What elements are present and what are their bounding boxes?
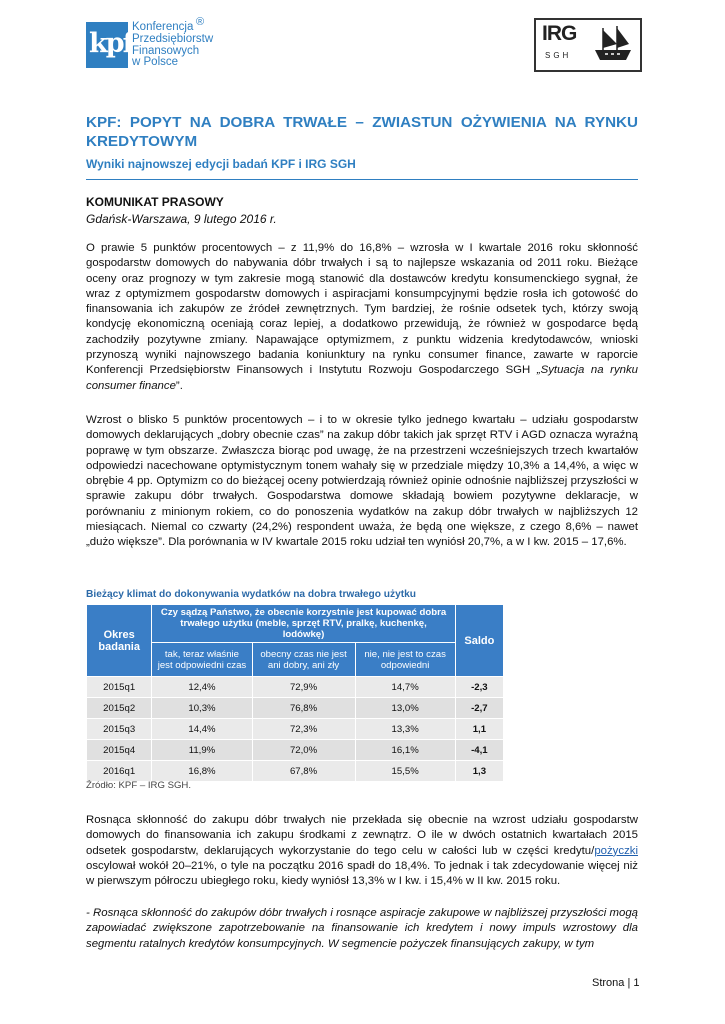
- yes-cell: 16,8%: [152, 761, 252, 782]
- registered-mark: ®: [196, 16, 205, 28]
- ship-icon: [591, 24, 635, 64]
- saldo-cell: 1,1: [455, 719, 503, 740]
- paragraph-text: Rosnąca skłonność do zakupu dóbr trwałych nie przekłada się obecnie na wzrost udziału gospodarstw domowych do finansowania ich zakupu środkami z zewnątrz. O ile w dwóch ostatnich kwartałach 2015 odsetek gospodarstw, deklarujących wykorzystanie do tego celu w całości lub w części kredytu/: [86, 814, 638, 857]
- table-row: [87, 719, 504, 740]
- loan-link[interactable]: pożyczki: [594, 844, 638, 857]
- saldo-cell: -2,7: [455, 698, 503, 719]
- neutral-cell: 72,9%: [252, 677, 355, 698]
- paragraph-financing: [86, 813, 638, 889]
- kpf-logo-line: Finansowych: [132, 44, 200, 57]
- kpf-logo-text: [132, 22, 213, 69]
- kpf-logo-line: w Polsce: [132, 56, 179, 69]
- kpf-logo-mark: [86, 22, 133, 68]
- sub-header-yes: tak, teraz właśnie jest odpowiedni czas: [152, 643, 252, 677]
- figure-title: Bieżący klimat do dokonywania wydatków na dobra trwałego użytku: [86, 589, 417, 600]
- figure-source: Źródło: KPF – IRG SGH.: [86, 780, 192, 791]
- no-cell: 16,1%: [355, 740, 455, 761]
- kpf-logo: [86, 16, 216, 74]
- paragraph-text: ”.: [175, 379, 183, 392]
- yes-cell: 10,3%: [152, 698, 252, 719]
- kpf-logo-mark-text: kpf: [89, 28, 133, 59]
- irg-sgh-logo: [534, 18, 642, 72]
- paragraph-text: oscylował wokół 20–21%, o tyle na początku 2016 spadł do 18,4%. To jednak i tak zdecydowanie więcej niż w pierwszym półroczu ubiegłego roku, kiedy wyniósł 13,3% w I kw. i 15,4% w II kw. 2015 roku.: [86, 859, 638, 888]
- page-title: KPF: POPYT NA DOBRA TRWAŁE – ZWIASTUN OŻYWIENIA NA RYNKU KREDYTOWYM: [86, 114, 638, 150]
- yes-cell: 14,4%: [152, 719, 252, 740]
- survey-table: [86, 604, 504, 782]
- neutral-cell: 72,3%: [252, 719, 355, 740]
- no-cell: 14,7%: [355, 677, 455, 698]
- period-cell: 2015q2: [87, 698, 152, 719]
- no-cell: 13,0%: [355, 698, 455, 719]
- press-release-label: KOMUNIKAT PRASOWY: [86, 195, 224, 209]
- table-row: [87, 740, 504, 761]
- neutral-cell: 76,8%: [252, 698, 355, 719]
- paragraph-text: O prawie 5 punktów procentowych – z 11,9% do 16,8% – wzrosła w I kwartale 2016 roku skłonność gospodarstw domowych do nabywania dóbr trwałych i są to najlepsze wskazania od 2011 roku. Bieżące oceny oraz prognozy w tym zakresie mogą stanowić dla dostawców kredytu konsumenckiego sygnał, że wraz z optymizmem gospodarstw domowych i aspiracjami konsumpcyjnymi będzie rosła ich gotowość do finansowania ich zakupów ze źródeł zewnętrznych. Tym bardziej, że rośnie odsetek tych, którzy swoją kondycję ekonomiczną oceniają coraz lepiej, a dodatkowo przewidują, że również w gospodarce będą zachodziły pozytywne zmiany. Napawające optymizmem, z punktu widzenia kredytodawców, wnioski przynoszą wyniki najnowszego badania koniunktury na rynku consumer finance, zawarte w raporcie Konferencji Przedsiębiorstw Finansowych i Instytutu Rozwoju Gospodarczego SGH: [86, 242, 638, 377]
- yes-cell: 12,4%: [152, 677, 252, 698]
- question-header: Czy sądzą Państwo, że obecnie korzystnie jest kupować dobra trwałego użytku (meble, sprzęt RTV, pralkę, kuchenkę, lodówkę): [152, 605, 455, 643]
- saldo-cell: 1,3: [455, 761, 503, 782]
- period-header: Okres badania: [87, 605, 152, 677]
- irg-logo-subtext: SGH: [545, 51, 572, 60]
- paragraph-growth: Wzrost o blisko 5 punktów procentowych – i to w okresie tylko jednego kwartału – udziału gospodarstw domowych deklarujących „dobry obecnie czas” na zakup dóbr takich jak sprzęt RTV i AGD oznacza wyraźną poprawę w tym obszarze. Zwłaszcza biorąc pod uwagę, że na przestrzeni wcześniejszych trzech kwartałów odpowiedzi nacechowane optymistycznym tonem wahały się w przedziale między 10,3% a 14,4%, a więc w obrębie 4 pp. Optymizm co do bieżącej oceny potwierdzają również opinie odnośnie najbliższej przyszłości w sprawie zakupu dóbr trwałych. Gospodarstwa domowe składają bowiem pozytywne deklaracje, w porównaniu z minionym rokiem, co do ponoszenia wydatków na zakup dóbr trwałych w najbliższych 12 miesiącach. Niemal co czwarty (24,2%) respondent uważa, że będą one większe, z czego 8,6% – nawet „dużo większe”. Dla porównania w IV kwartale 2015 roku udział ten wyniósł 20,7%, a w I kw. 2015 – 17,6%.: [86, 414, 638, 549]
- paragraph-quote: - Rosnąca skłonność do zakupów dóbr trwałych i rosnące aspiracje zakupowe w najbliższej przyszłości mogą zapowiadać zwiększone zapotrzebowanie na finansowanie ich kredytem i nowy impuls wzrostowy dla segmentu ratalnych kredytów konsumpcyjnych. W segmencie pożyczek finansujących zakupy, w tym: [86, 907, 638, 950]
- saldo-cell: -4,1: [455, 740, 503, 761]
- kpf-logo-line: Przedsiębiorstw: [132, 32, 214, 45]
- neutral-cell: 67,8%: [252, 761, 355, 782]
- paragraph-intro: [86, 241, 638, 394]
- period-cell: 2015q4: [87, 740, 152, 761]
- report-title: „Sytuacja na rynku consumer finance: [86, 364, 638, 392]
- table-row: [87, 677, 504, 698]
- irg-logo-text: IRG: [542, 22, 577, 45]
- page-number: Strona | 1: [592, 977, 640, 989]
- saldo-header: Saldo: [455, 605, 503, 677]
- kpf-logo-line: Konferencja: [132, 21, 194, 33]
- title-divider: [86, 179, 638, 180]
- saldo-cell: -2,3: [455, 677, 503, 698]
- neutral-cell: 72,0%: [252, 740, 355, 761]
- no-cell: 15,5%: [355, 761, 455, 782]
- period-cell: 2015q3: [87, 719, 152, 740]
- sub-header-no: nie, nie jest to czas odpowiedni: [355, 643, 455, 677]
- period-cell: 2015q1: [87, 677, 152, 698]
- page-subtitle: Wyniki najnowszej edycji badań KPF i IRG SGH: [86, 157, 356, 171]
- period-cell: 2016q1: [87, 761, 152, 782]
- yes-cell: 11,9%: [152, 740, 252, 761]
- dateline: Gdańsk-Warszawa, 9 lutego 2016 r.: [86, 212, 277, 226]
- table-row: [87, 698, 504, 719]
- no-cell: 13,3%: [355, 719, 455, 740]
- sub-header-neutral: obecny czas nie jest ani dobry, ani zły: [252, 643, 355, 677]
- table-row: [87, 761, 504, 782]
